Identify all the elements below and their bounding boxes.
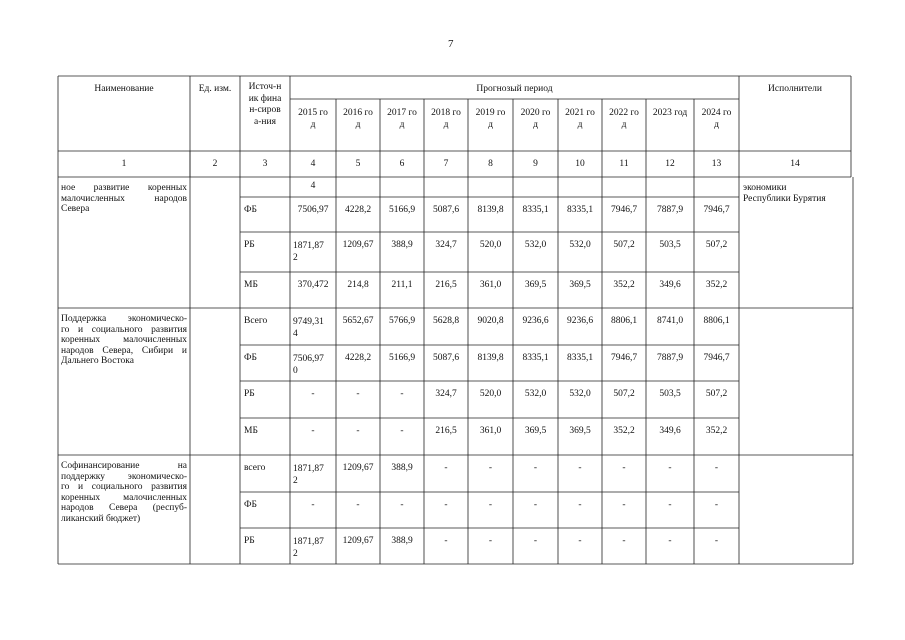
value-cell: - <box>356 500 360 510</box>
value-cell: 532,0 <box>569 389 591 399</box>
row-name-line: народов Севера, Сибири и <box>61 345 187 356</box>
value-cell: - <box>400 389 404 399</box>
header-year: 2023 год <box>652 108 688 118</box>
value-cell: 7946,7 <box>703 353 730 363</box>
value-cell: - <box>356 389 360 399</box>
value-cell: 388,9 <box>391 536 413 546</box>
value-cell: 370,472 <box>297 280 329 290</box>
funding-source: ФБ <box>244 353 257 363</box>
value-cell: 7946,7 <box>610 353 638 363</box>
column-number: 8 <box>488 159 493 169</box>
column-number: 7 <box>443 159 449 169</box>
row-name-line: Севера <box>61 204 90 214</box>
value-cell: 5766,9 <box>388 316 416 326</box>
funding-source: МБ <box>244 426 258 436</box>
value-cell: 8139,8 <box>477 353 504 363</box>
value-cell: 369,5 <box>524 426 547 436</box>
row-name-line: коренных малочисленных <box>61 492 187 503</box>
value-cell: 324,7 <box>435 389 457 399</box>
value-cell: 7887,9 <box>656 353 684 363</box>
value-cell: 507,2 <box>705 389 728 399</box>
column-number: 12 <box>665 159 675 169</box>
row-name-line: го и социального развития <box>61 324 187 335</box>
value-cell: 532,0 <box>524 389 547 399</box>
column-number: 11 <box>619 159 629 169</box>
header-year: 2022 год <box>609 108 639 130</box>
value-cell: - <box>533 463 538 473</box>
value-cell: - <box>622 536 626 546</box>
value-cell: 1871,87 2 <box>293 464 324 486</box>
value-cell: 216,5 <box>435 426 457 436</box>
value-cell: 352,2 <box>705 280 728 290</box>
value-cell: 388,9 <box>391 240 413 250</box>
row-name-line: го и социального развития <box>61 482 187 492</box>
header-year: 2018 год <box>431 108 461 130</box>
value-cell: 369,5 <box>524 280 547 290</box>
value-cell: - <box>714 500 719 510</box>
row-name-line: малочисленных народов <box>61 193 187 204</box>
value-cell: - <box>311 389 315 399</box>
value-cell: 211,1 <box>391 280 413 290</box>
value-cell: 5087,6 <box>432 205 460 215</box>
value-cell: 8335,1 <box>522 353 549 363</box>
value-cell: 349,6 <box>659 426 681 436</box>
column-number: 4 <box>310 159 316 169</box>
funding-source: РБ <box>244 536 255 546</box>
header-year: 2024 год <box>701 108 732 130</box>
header-executors: Исполнители <box>768 84 822 94</box>
value-cell: 9749,31 4 <box>293 317 324 339</box>
value-cell: - <box>578 536 582 546</box>
row-name-line: ное развитие коренных <box>61 183 187 193</box>
value-cell: 4 <box>310 181 316 191</box>
value-cell: 5652,67 <box>342 316 374 326</box>
value-cell: - <box>533 536 538 546</box>
value-cell: - <box>356 426 360 436</box>
value-cell: - <box>668 500 672 510</box>
funding-source: РБ <box>244 240 255 250</box>
column-number: 14 <box>790 159 800 169</box>
value-cell: - <box>400 500 404 510</box>
value-cell: - <box>311 426 315 436</box>
row-name-line: народов Севера (респуб- <box>61 503 187 513</box>
value-cell: - <box>444 463 448 473</box>
value-cell: 1209,67 <box>342 463 374 473</box>
value-cell: 532,0 <box>524 240 547 250</box>
value-cell: - <box>311 500 315 510</box>
value-cell: 7887,9 <box>656 205 684 215</box>
value-cell: - <box>714 536 719 546</box>
value-cell: 5628,8 <box>432 316 460 326</box>
value-cell: 9236,6 <box>522 316 549 326</box>
value-cell: - <box>668 536 672 546</box>
value-cell: - <box>400 426 404 436</box>
value-cell: 4228,2 <box>344 353 372 363</box>
header-year: 2017 год <box>387 108 417 130</box>
value-cell: 361,0 <box>479 426 502 436</box>
header-year: 2015 год <box>298 108 328 130</box>
row-name-line: поддержку экономическо- <box>61 471 187 482</box>
value-cell: 503,5 <box>659 389 681 399</box>
header-source: Источ-ник финан-сирова-ния <box>248 82 282 127</box>
value-cell: 532,0 <box>569 240 591 250</box>
header-year: 2016 год <box>343 108 373 130</box>
value-cell: 1871,87 2 <box>293 537 324 559</box>
value-cell: 349,6 <box>659 280 681 290</box>
funding-source: ФБ <box>244 500 257 510</box>
header-year: 2019 год <box>475 108 506 130</box>
row-name-line: Поддержка экономическо- <box>61 314 187 324</box>
funding-source: МБ <box>244 280 258 290</box>
funding-source: РБ <box>244 389 255 399</box>
value-cell: - <box>622 463 626 473</box>
header-year: 2020 год <box>520 108 551 130</box>
value-cell: 352,2 <box>613 426 635 436</box>
header-name: Наименование <box>94 84 154 94</box>
value-cell: 8335,1 <box>566 205 594 215</box>
value-cell: - <box>578 500 582 510</box>
value-cell: 8806,1 <box>703 316 730 326</box>
value-cell: 352,2 <box>705 426 728 436</box>
value-cell: 9236,6 <box>566 316 594 326</box>
value-cell: 5166,9 <box>388 205 416 215</box>
value-cell: 7506,97 <box>297 205 329 215</box>
value-cell: 1871,87 2 <box>293 241 324 263</box>
value-cell: - <box>488 463 493 473</box>
value-cell: - <box>622 500 626 510</box>
value-cell: 8806,1 <box>610 316 638 326</box>
value-cell: - <box>488 500 493 510</box>
row-name-line: ликанский бюджет) <box>61 513 141 524</box>
value-cell: 324,7 <box>435 240 457 250</box>
column-number: 2 <box>212 159 218 169</box>
value-cell: 507,2 <box>613 240 635 250</box>
value-cell: 1209,67 <box>342 536 374 546</box>
value-cell: 352,2 <box>613 280 635 290</box>
value-cell: 8139,8 <box>477 205 504 215</box>
value-cell: - <box>578 463 582 473</box>
value-cell: 5166,9 <box>388 353 416 363</box>
column-number: 6 <box>399 159 405 169</box>
value-cell: - <box>488 536 493 546</box>
row-name-line: коренных малочисленных <box>61 335 187 345</box>
value-cell: 7946,7 <box>703 205 730 215</box>
value-cell: 503,5 <box>659 240 681 250</box>
value-cell: 7506,97 0 <box>293 354 324 376</box>
value-cell: - <box>444 536 448 546</box>
value-cell: - <box>444 500 448 510</box>
value-cell: 214,8 <box>347 280 369 290</box>
column-number: 5 <box>355 159 361 169</box>
value-cell: - <box>668 463 672 473</box>
header-unit: Ед. изм. <box>198 84 232 94</box>
value-cell: 5087,6 <box>432 353 460 363</box>
column-number: 9 <box>533 159 538 169</box>
value-cell: 369,5 <box>569 280 591 290</box>
value-cell: 7946,7 <box>610 205 638 215</box>
funding-source: Всего <box>244 316 268 326</box>
value-cell: 8335,1 <box>522 205 549 215</box>
value-cell: - <box>533 500 538 510</box>
row-name-line: Софинансирование на <box>61 461 187 471</box>
value-cell: 520,0 <box>479 389 502 399</box>
column-number: 13 <box>711 159 722 169</box>
value-cell: 9020,8 <box>477 316 504 326</box>
value-cell: 369,5 <box>569 426 591 436</box>
executor-line: экономики <box>743 183 787 193</box>
row-name-line: Дальнего Востока <box>61 356 134 366</box>
header-forecast-period: Прогнозый период <box>476 84 553 94</box>
column-number: 1 <box>121 159 127 169</box>
column-number: 10 <box>575 159 585 169</box>
value-cell: 507,2 <box>613 389 635 399</box>
value-cell: 4228,2 <box>344 205 372 215</box>
value-cell: 507,2 <box>705 240 728 250</box>
value-cell: 361,0 <box>479 280 502 290</box>
executor-line: Республики Бурятия <box>743 194 826 204</box>
funding-source: всего <box>244 463 266 473</box>
value-cell: 520,0 <box>479 240 502 250</box>
column-number: 3 <box>262 159 268 169</box>
page-number: 7 <box>448 38 454 50</box>
value-cell: - <box>714 463 719 473</box>
funding-source: ФБ <box>244 205 257 215</box>
value-cell: 1209,67 <box>342 240 374 250</box>
value-cell: 8335,1 <box>566 353 594 363</box>
header-year: 2021 год <box>565 108 595 130</box>
value-cell: 388,9 <box>391 463 413 473</box>
value-cell: 216,5 <box>435 280 457 290</box>
value-cell: 8741,0 <box>656 316 684 326</box>
